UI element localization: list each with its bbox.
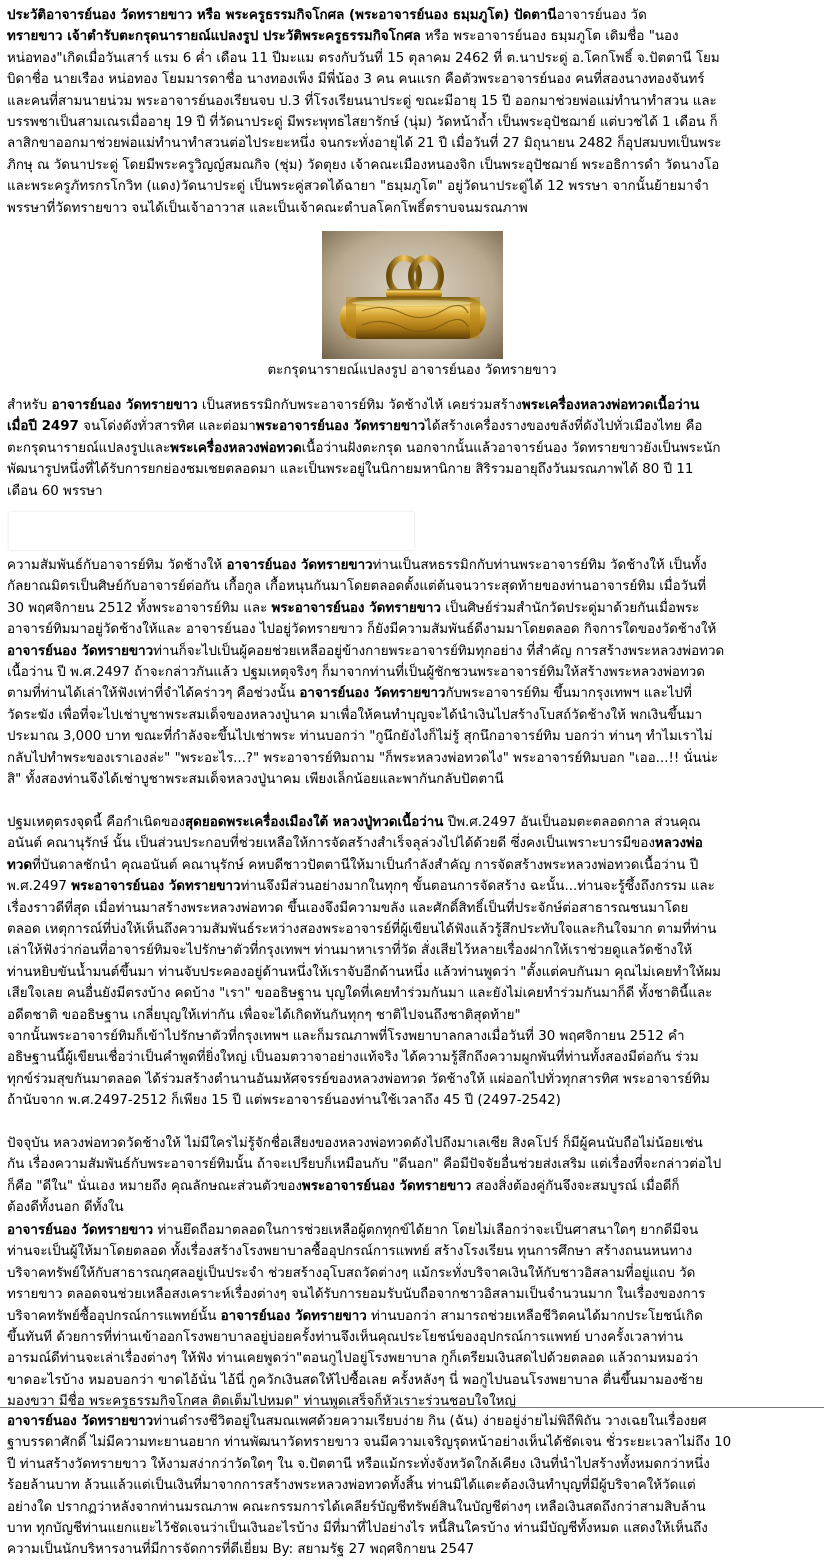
text-run: ท่านบอกว่า สามารถช่วยเหลือชีวิตคนได้มากประโยชน์เกิด ขึ้นทันที ด้วยการที่ท่านเข้าออกโรงพยาบาลอยู่บ่อยครั้งท่านจึงเห็นคุณประโยชน์ของอุปกรณ์การแพทย์ บางครั้งเวลาท่าน อารมณ์ดีท่านจะเล่าเรื่องต่างๆ ให้ฟัง ท่านเคยพูดว่า"ตอนกูไปอยู่โรงพยาบาล กูก็เตรียมเงินสดไปด้วยตลอด แล้วถามหมอว่า ขาดอะไรบ้าง หมอบอกว่า ขาดไอ้นั่น ไอ้นี่ กูควักเงินสดให้ไปซื้อเลย ครั้งหลังๆ นี่ พอกูไปนอนโรงพยาบาล ตื่นขึ้นมามองซ้าย มองขวา มีชื่อ พระครูธรรมกิจโกศล ติดเต็มไปหมด" ท่านพูดเสร็จก็หัวเราะร่วนชอบใจใหญ่ (7, 1308, 703, 1410)
bold-text-run: หลวงพ่อ ทวด (7, 836, 703, 873)
bold-text-run: อาจารย์นอง วัดทรายขาว (51, 398, 198, 413)
text-run: จนโด่งดังทั่วสารทิศ และต่อมา (78, 419, 256, 435)
paragraph-3 (7, 812, 817, 1026)
bold-text-run: สุดยอดพระเครื่องเมืองใต้ หลวงปู่ทวดเนื้อว่าน (184, 815, 444, 830)
intro-paragraph (7, 5, 817, 219)
text-run: ท่านเป็นสหธรรมิกกับท่านพระอาจารย์ทิม วัดช้างให้ เป็นทั้ง กัลยาณมิตรเป็นศิษย์กับอาจารย์ต่อกัน เกื้อกูล เกื้อหนุนกันมาโดยตลอดตั้งแต่ต้นจนวาระสุดท้ายของท่านอาจารย์ทิม เมื่อวันที่ 30 พฤศจิกายน 2512 ทั้งพระอาจารย์ทิม และ (7, 558, 707, 616)
text-run: อาจารย์นอง วัด (556, 8, 647, 23)
bold-text-run: อาจารย์นอง วัดทรายขาว (226, 558, 373, 573)
text-run: ท่านจึงมีส่วนอย่างมากในทุกๆ ขั้นตอนการจัดสร้าง ฉะนั้น...ท่านจะรู้ซึ้งถึงกรรม และ เรื่องราวดีที่สุด เมื่อท่านมาสร้างพระหลวงพ่อทวด ขึ้นเองจึงมีความขลัง และศักดิ์สิทธิ์เป็นที่ประจักษ์ต่อสาธารณชนมาโดย ตลอด เหตุการณ์ที่บ่งให้เห็นถึงความสัมพันธ์ระหว่างสองพระอาจารย์ที่ผู้เขียนได้ฟังแล้วรู้สึกประทับใจและกินใจมาก ตามที่ท่าน เล่าให้ฟังว่าก่อนที่อาจารย์ทิมจะไปรักษาตัวที่กรุงเทพฯ ท่านมาหาเราที่วัด สั่งเสียไว้หลายเรื่องฝากให้เราช่วยดูแลวัดช้างให้ ท่านหยิบขันน้ำมนต์ขึ้นมา ท่านจับประคองอยู่ด้านหนึ่งให้เราจับอีกด้านหนึ่ง แล้วท่านพูดว่า "ตั้งแต่คบกันมา คุณไม่เคยทำให้ผม เสียใจเลย คนอื่นยังมีตรงบ้าง คดบ้าง "เรา" ขออธิษฐาน บุญใดที่เคยทำร่วมกันมา และยังไม่เคยทำร่วมกันมาก็ดี ทั้งชาตินี้และ อดีตชาติ ขออธิษฐาน เกลี่ยบุญให้เท่ากัน เพื่อจะได้เกิดทันกันทุกๆ ชาติไปจนถึงชาติสุดท้าย" (7, 879, 721, 1023)
text-run: ที่บันดาลชักนำ คุณอนันต์ คณานุรักษ์ คหบดีชาวปัตตานีให้มาเป็นกำลังสำคัญ การจัดสร้างพระหลวงพ่อทวดเนื้อว่าน ปี พ.ศ.2497 (7, 857, 699, 895)
bold-text-run: พระอาจารย์นอง วัดทรายขาว (71, 879, 241, 895)
takrut-amulet-image (322, 231, 503, 359)
bold-text-run: อาจารย์นอง วัดทรายขาว (220, 1308, 367, 1324)
bold-text-run: พระเครื่องหลวงพ่อทวดเนื้อว่าน เมื่อปี 2497 (7, 398, 700, 435)
bold-text-run: อาจารย์นอง วัดทรายขาว (299, 686, 446, 702)
bold-text-run: อาจารย์นอง วัดทรายขาว (7, 643, 154, 659)
text-run: เนื้อว่านฝังตะกรุด นอกจากนั้นแล้วอาจารย์นอง วัดทรายขาวยังเป็นพระนัก พัฒนารูปหนึ่งที่ได้รับการยกย่องชมเชยตลอดมา และเป็นพระอยู่ในนิกายมหานิกาย สิริรวมอายุถึงวันมรณภาพได้ 80 ปี 11 เดือน 60 พรรษา (7, 440, 721, 499)
paragraph-7 (7, 1411, 817, 1561)
text-run: จากนั้นพระอาจารย์ทิมก็เข้าไปรักษาตัวที่กรุงเทพฯ และก็มรณภาพที่โรงพยาบาลกลางเมื่อวันที่ 30 พฤศจิกายน 2512 คำ อธิษฐานนี้ผู้เขียนเชื่อว่าเป็นคำพูดที่ยิ่งใหญ่ เป็นอมตวาจาอย่างแท้จริง ได้ความรู้สึกถึงความผูกพันที่ท่านทั้งสองมีต่อกัน ร่วม ทุกข์ร่วมสุขกันมาตลอด ได้ร่วมสร้างตำนานอันมหัศจรรย์ของหลวงพ่อทวด วัดช้างให้ แผ่ออกไปทั่วทุกสารทิศ พระอาจารย์ทิม ถ้านับจาก พ.ศ.2497-2512 ก็เพียง 15 ปี แต่พระอาจารย์นองท่านใช้เวลาถึง 45 ปี (2497-2542) (7, 1029, 710, 1109)
bold-text-run: ประวัติอาจารย์นอง วัดทรายขาว หรือ พระครูธรรมกิจโกศล (พระอาจารย์นอง ธมฺมภูโต) ปัดตานี (7, 8, 557, 23)
section-divider (0, 1407, 824, 1408)
text-run: ปัจจุบัน หลวงพ่อทวดวัดช้างให้ ไม่มีใครไม่รู้จักชื่อเสียงของหลวงพ่อทวดดังไปถึงมาเลเซีย สิงคโปร์ ก็มีผู้คนนับถือไม่น้อยเช่น กัน เรื่องความสัมพันธ์กับพระอาจารย์ทิมนั้น ถ้าจะเปรียบก็เหมือนกับ "ดีนอก" คือมีปัจจัยอื่นช่วยส่งเสริม แต่เรื่องที่จะกล่าวต่อไป ก็คือ "ดีใน" นั่นเอง หมายถึง คุณลักษณะส่วนตัวของ (7, 1136, 722, 1194)
paragraph-5 (7, 1133, 817, 1219)
text-run: เป็นสหธรรมิกกับพระอาจารย์ทิม วัดช้างไห้ เคยร่วมสร้าง (197, 398, 522, 413)
paragraph-4 (7, 1026, 817, 1112)
text-run: สำหรับ (7, 398, 52, 413)
paragraph-1 (7, 395, 817, 502)
bold-text-run: พระเครื่องหลวงพ่อทวด (170, 440, 302, 456)
bold-text-run: พระอาจารย์นอง วัดทรายขาว (255, 419, 426, 435)
text-run: ท่านก็จะไปเป็นผู้คอยช่วยเหลืออยู่ข้างกายพระอาจารย์ทิมทุกอย่าง ที่สำคัญ การสร้างพระหลวงพ่อทวด เนื้อว่าน ปี พ.ศ.2497 ถ้าจะกล่าวกันแล้ว ปฐมเหตุจริงๆ ก็มาจากท่านที่เป็นผู้ชักชวนพระอาจารย์ทิมให้สร้างพระหลวงพ่อทวด ตามที่ท่านได้เล่าให้ฟังเท่าที่จำได้คร่าวๆ คือช่วงนั้น (7, 643, 725, 702)
text-run: ท่านดำรงชีวิตอยู่ในสมณเพศด้วยความเรียบง่าย กิน (ฉัน) ง่ายอยู่ง่ายไม่พิถีพิถัน วางเฉยในเรื่องยศ ฐาบรรดาศักดิ์ ไม่มีความทะยานอยาก ท่านพัฒนาวัดทรายขาว จนมีความเจริญรุดหน้าอย่างเห็นได้ชัดเจน ชั่วระยะเวลาไม่ถึง 10 ปี ท่านสร้างวัดทรายขาว ให้งามสง่ากว่าวัดใดๆ ใน จ.ปัตตานี หรือแม้กระทั่งจังหวัดใกล้เคียง เงินที่นำไปสร้างทั้งหมดกว่าหนึ่ง ร้อยล้านบาท ล้วนแล้วแต่เป็นเงินที่มาจากการสร้างพระหลวงพ่อทวดทั้งสิ้น ท่านมิได้แตะต้องเงินทำบุญที่มีผู้บริจาคให้วัดแต่ อย่างใด ปรากฏว่าหลังจากท่านมรณภาพ คณะกรรมการได้เคลียร์บัญชีทรัพย์สินในบัญชีต่างๆ เหลือเงินสดถึงกว่าสามสิบล้าน บาท ทุกบัญชีท่านแยกแยะไว้ชัดเจนว่าเป็นเงินอะไรบ้าง มีที่มาที่ไปอย่างไร หนี้สินใครบ้าง ท่านมีบัญชีทั้งหมด แสดงให้เห็นถึง ความเป็นนักบริหารงานที่มีการจัดการที่ดีเยี่ยม By: สยามรัฐ 27 พฤศจิกายน 2547 (7, 1414, 732, 1558)
text-run: หรือ พระอาจารย์นอง ธมฺมภูโต เดิมชื่อ "นอง หน่อทอง"เกิดเมื่อวันเสาร์ แรม 6 ค่ำ เดือน 11 ปีมะแม ตรงกับวันที่ 15 ตุลาคม 2462 ที่ ต.นาประดู่ อ.โคกโพธิ์ จ.ปัตตานี โยม บิดาชื่อ นายเรือง หน่อทอง โยมมารดาชื่อ นางทองเพ็ง มีพี่น้อง 3 คน คนแรก คือตัวพระอาจารย์นอง คนที่สองนางทองจันทร์ และคนที่สามนายน่วม พระอาจารย์นองเรียนจบ ป.3 ที่โรงเรียนนาประดู่ ขณะมีอายุ 15 ปี ออกมาช่วยพ่อแม่ทำนาทำสวน และ บรรพชาเป็นสามเณรเมื่ออายุ 19 ปี ที่วัดนาประดู่ มีพระพุทธไสยารักษ์ (นุ่ม) วัดหน้าถ้ำ เป็นพระอุปัชฌาย์ แต่บวชได้ 1 เดือน ก็ ลาสิกขาออกมาช่วยพ่อแม่ทำนาทำสวนต่อไประยะหนึ่ง จนกระทั่งอายุได้ 21 ปี เมื่อวันที่ 27 มิถุนายน 2482 ก็อุปสมบทเป็นพระ ภิกษุ ณ วัดนาประดู่ โดยมีพระครูวิญญ์สมณกิจ (ชุ่ม) วัดตุยง เจ้าคณะเมืองหนองจิก เป็นพระอุปัชฌาย์ พระอธิการดำ วัดนางโอ และพระครูภัทรกรโกวิท (แดง)วัดนาประดู่ เป็นพระคู่สวดได้ฉายา "ธมฺมภูโต" อยู่วัดนาประดู่ได้ 12 พรรษา จากนั้นย้ายมาจำ พรรษาที่วัดทรายขาว จนได้เป็นเจ้าอาวาส และเป็นเจ้าคณะตำบลโคกโพธิ์ตราบจนมรณภาพ (7, 29, 722, 216)
takrut-photo (322, 231, 503, 359)
bold-text-run: อาจารย์นอง วัดทรายขาว (7, 1223, 154, 1238)
text-run: ท่านยึดถือมาตลอดในการช่วยเหลือผู้ตกทุกข์ได้ยาก โดยไม่เลือกว่าจะเป็นศาสนาใดๆ ยากดีมีจน ท่านจะเป็นผู้ให้มาโดยตลอด ทั้งเรื่องสร้างโรงพยาบาลซื้ออุปกรณ์การแพทย์ สร้างโรงเรียน ทุนการศึกษา สร้างถนนหนทาง บริจาคทรัพย์ให้กับสาธารณกุศลอยู่เป็นประจำ ช่วยสร้างอุโบสถวัดต่างๆ แม้กระทั่งบริจาคเงินให้กับชาวอิสลามที่อยู่แถบ วัด ทรายขาว ตลอดจนช่วยเหลือสงเคราะห์เรื่องต่างๆ จนได้รับการยอมรับนับถือจากชาวอิสลามเป็นจำนวนมาก ในเรื่องของการ บริจาคทรัพย์ซื้ออุปกรณ์การแพทย์นั้น (7, 1223, 706, 1324)
text-run: เป็นศิษย์ร่วมสำนักวัดประดู่มาด้วยกันเมื่อพระ อาจารย์ทิมมาอยู่วัดช้างให้และ อาจารย์นอง ไปอยู่วัดทรายขาว ก็ยังมีความสัมพันธ์ดีงามมาโดยตลอด กิจการใดของวัดช้างให้ (7, 600, 717, 638)
paragraph-2 (7, 555, 817, 790)
bold-text-run: อาจารย์นอง วัดทรายขาว (7, 1414, 154, 1429)
text-run: ปีพ.ศ.2497 อันเป็นอมตะตลอดกาล ส่วนคุณ อนันต์ คณานุรักษ์ นั้น เป็นส่วนประกอบที่ช่วยเหลือให้การจัดสร้างสำเร็จลุล่วงไปได้ด้วยดี ซึ่งคงเป็นเพราะบารมีของ (7, 815, 701, 852)
text-run: สองสิ่งต้องคู่กันจึงจะสมบูรณ์ เมื่อดีก็ ต้องดีทั้งนอก ดีทั้งใน (7, 1178, 680, 1216)
photo-caption: ตะกรุดนารายณ์แปลงรูป อาจารย์นอง วัดทรายขาว (267, 363, 557, 378)
text-run: กับพระอาจารย์ทิม ขึ้นมากรุงเทพฯ และไปที่ วัดระฆัง เพื่อที่จะไปเช่าบูชาพระสมเด็จของหลวงปู่นาค มาเพื่อให้คนทำบุญจะได้นำเงินไปสร้างโบสถ์วัดช้างให้ พกเงินขึ้นมา ประมาณ 3,000 บาท ขณะที่กำลังจะขึ้นไปเช่าพระ ท่านบอกว่า "กูนึกยังไงก็ไม่รู้ สุกนึกอาจารย์ทิม บอกว่า ท่านๆ ทำไมเราไม่ กลับไปทำพระของเราเองล่ะ" "พระอะไร...?" พระอาจารย์ทิมถาม "ก็พระหลวงพ่อทวดไง" พระอาจารย์ทิมบอก "เออ...!! นั่นน่ะ สิ" ทั้งสองท่านจึงได้เช่าบูชาพระสมเด็จหลวงปู่นาคม เพียงเล็กน้อยและพากันกลับปัตตานี (7, 686, 719, 788)
text-run: ปฐมเหตุตรงจุดนี้ คือกำเนิดของ (7, 815, 185, 830)
bold-text-run: ทรายขาว เจ้าตำรับตะกรุดนารายณ์แปลงรูป ประวัติพระครูธรรมกิจโกศล (7, 29, 421, 45)
bold-text-run: พระอาจารย์นอง วัดทรายขาว (301, 1178, 472, 1194)
empty-embed-box (9, 512, 414, 550)
text-run: ได้สร้างเครื่องรางของขลังที่ดังไปทั่วเมืองไทย คือ ตะกรุดนารายณ์แปลงรูปและ (7, 419, 703, 456)
text-run: ความสัมพันธ์กับอาจารย์ทิม วัดช้างให้ (7, 558, 227, 573)
paragraph-6 (7, 1220, 817, 1413)
bold-text-run: พระอาจารย์นอง วัดทรายขาว (271, 600, 441, 616)
